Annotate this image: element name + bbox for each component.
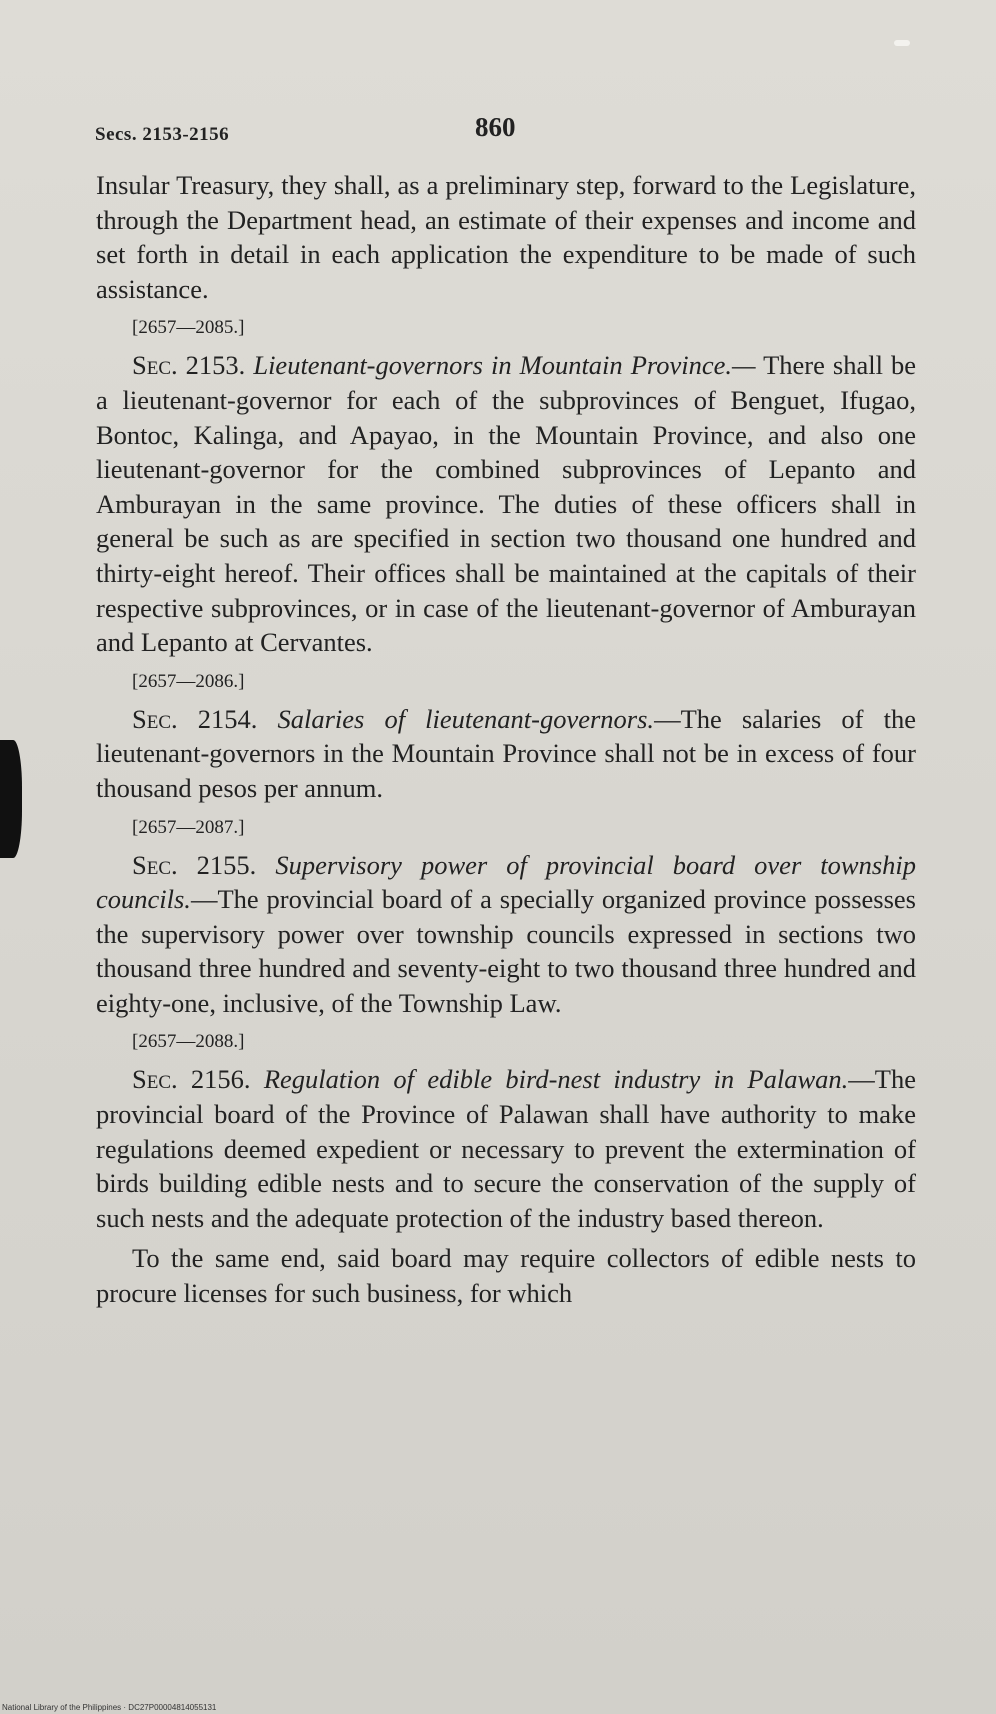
page-number: 860 — [475, 112, 516, 142]
section-body: —The provincial board of a specially organized province possesses the supervisory power over township councils expressed in sections two thousand three hundred and seventy-eight to two thousand three hundred and eighty-one, inclusive, of the Township Law. — [96, 884, 916, 1018]
section-body: There shall be a lieutenant-governor for each of the subprovinces of Benguet, Ifugao, Bontoc, Kalinga, and Apayao, in the Mountain Province, and also one lieutenant-governor for the combined subprovinces of Lepanto and Amburayan in the same province. The duties of these officers shall in general be such as are specified in section two thousand one hundred and thirty-eight hereof. Their offices shall be maintained at the capitals of their respective subprovinces, or in case of the lieutenant-governor of Amburayan and Lepanto at Cervantes. — [96, 350, 916, 658]
source-footer: National Library of the Philippines · DC27P00004814055131 — [2, 1703, 217, 1712]
section-label: Sec. 2156. — [132, 1064, 251, 1095]
section-title: Regulation of edible bird-nest industry in Palawan. — [263, 1064, 849, 1095]
reference-2156: [2657—2088.] — [132, 1031, 245, 1053]
section-range: Secs. 2153-2156 — [95, 124, 230, 145]
section-2154 — [96, 702, 916, 806]
section-title: Salaries of lieutenant-governors. — [277, 703, 655, 734]
section-title: Lieutenant-governors in Mountain Province.— — [253, 350, 756, 381]
section-label: Sec. 2153. — [132, 350, 246, 381]
section-2153 — [96, 348, 916, 659]
intro-paragraph: Insular Treasury, they shall, as a preliminary step, forward to the Legislature, through the Department head, an estimate of their expenses and income and set forth in detail in each application the expenditure to be made of such assistance. — [96, 170, 916, 304]
reference-2153: [2657—2085.] — [132, 317, 245, 339]
page-header — [95, 112, 915, 152]
body-text — [96, 168, 916, 1311]
reference-2155: [2657—2087.] — [132, 816, 245, 838]
section-body: —The provincial board of the Province of Palawan shall have authority to make regulations deemed expedient or necessary to prevent the extermination of birds building edible nests and to secure the conservation of the supply of such nests and the adequate protection of the industry based thereon. — [96, 1064, 916, 1233]
section-label: Sec. 2154. — [132, 703, 258, 734]
section-body: —The salaries of the lieutenant-governors in the Mountain Province shall not be in excess of four thousand pesos per annum. — [96, 703, 916, 803]
section-2155 — [96, 848, 916, 1021]
section-title: Supervisory power of provincial board over township councils. — [96, 849, 916, 915]
final-paragraph: To the same end, said board may require collectors of edible nests to procure licenses for such business, for which — [96, 1243, 916, 1309]
ink-blot — [0, 740, 22, 858]
section-label: Sec. 2155. — [132, 849, 257, 880]
reference-2154: [2657—2086.] — [132, 670, 245, 692]
smudge-mark — [894, 40, 910, 46]
section-2156 — [96, 1062, 916, 1235]
